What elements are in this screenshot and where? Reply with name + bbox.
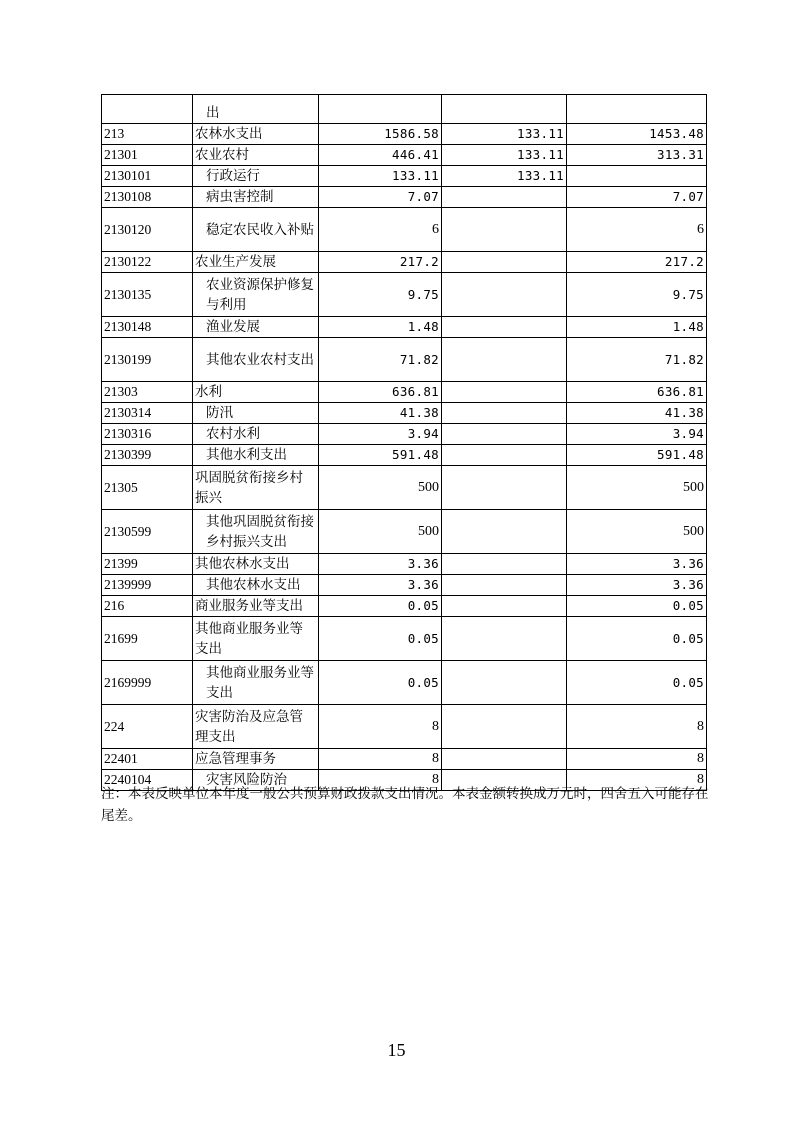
- cell-project: 8: [567, 705, 707, 749]
- cell-total: 1586.58: [319, 124, 442, 145]
- cell-project: 0.05: [567, 596, 707, 617]
- cell-total: 0.05: [319, 596, 442, 617]
- table-row: [102, 382, 707, 403]
- cell-name: 应急管理事务: [193, 749, 319, 770]
- cell-code: 2130199: [102, 338, 193, 382]
- cell-project: 500: [567, 466, 707, 510]
- cell-project: 217.2: [567, 252, 707, 273]
- cell-project: 1.48: [567, 317, 707, 338]
- cell-total: 133.11: [319, 166, 442, 187]
- table-row: [102, 252, 707, 273]
- cell-basic: [442, 575, 567, 596]
- cell-code: 21399: [102, 554, 193, 575]
- cell-total: 8: [319, 770, 442, 791]
- table-note: 注：本表反映单位本年度一般公共预算财政拨款支出情况。本表金额转换成万元时，四舍五入可能存在尾差。: [101, 786, 709, 824]
- cell-code: 216: [102, 596, 193, 617]
- cell-code: 2130108: [102, 187, 193, 208]
- cell-code: [102, 95, 193, 124]
- cell-name: 渔业发展: [193, 317, 319, 338]
- cell-project: 0.05: [567, 617, 707, 661]
- cell-name: 其他水利支出: [193, 445, 319, 466]
- table-row: [102, 338, 707, 382]
- expenditure-table: [101, 94, 707, 791]
- cell-code: 2130314: [102, 403, 193, 424]
- cell-total: 3.94: [319, 424, 442, 445]
- cell-total: 9.75: [319, 273, 442, 317]
- cell-project: 3.94: [567, 424, 707, 445]
- table-row: [102, 145, 707, 166]
- cell-basic: [442, 596, 567, 617]
- cell-name: 行政运行: [193, 166, 319, 187]
- cell-basic: [442, 95, 567, 124]
- table-row: [102, 187, 707, 208]
- table-row: [102, 596, 707, 617]
- cell-total: 7.07: [319, 187, 442, 208]
- cell-basic: [442, 466, 567, 510]
- cell-code: 2240104: [102, 770, 193, 791]
- cell-project: 8: [567, 770, 707, 791]
- table-row: [102, 749, 707, 770]
- cell-project: 8: [567, 749, 707, 770]
- cell-project: 9.75: [567, 273, 707, 317]
- cell-project: 3.36: [567, 575, 707, 596]
- cell-project: 591.48: [567, 445, 707, 466]
- cell-name: 稳定农民收入补贴: [193, 208, 319, 252]
- cell-code: 2130122: [102, 252, 193, 273]
- cell-project: 1453.48: [567, 124, 707, 145]
- table-row: [102, 208, 707, 252]
- table-row: [102, 273, 707, 317]
- cell-name: 农业生产发展: [193, 252, 319, 273]
- cell-name: 农业资源保护修复与利用: [193, 273, 319, 317]
- table-row: [102, 166, 707, 187]
- cell-total: 1.48: [319, 317, 442, 338]
- cell-total: 636.81: [319, 382, 442, 403]
- cell-code: 21301: [102, 145, 193, 166]
- cell-basic: [442, 749, 567, 770]
- cell-total: 8: [319, 705, 442, 749]
- cell-name: 其他巩固脱贫衔接乡村振兴支出: [193, 510, 319, 554]
- cell-basic: 133.11: [442, 145, 567, 166]
- cell-project: 0.05: [567, 661, 707, 705]
- table-row: [102, 617, 707, 661]
- cell-name: 巩固脱贫衔接乡村振兴: [193, 466, 319, 510]
- cell-name: 商业服务业等支出: [193, 596, 319, 617]
- cell-basic: [442, 424, 567, 445]
- table-row: [102, 466, 707, 510]
- cell-code: 2130120: [102, 208, 193, 252]
- cell-name: 水利: [193, 382, 319, 403]
- cell-code: 2139999: [102, 575, 193, 596]
- cell-code: 2130148: [102, 317, 193, 338]
- cell-basic: [442, 382, 567, 403]
- cell-total: 6: [319, 208, 442, 252]
- table-body: [102, 95, 707, 791]
- cell-code: 21305: [102, 466, 193, 510]
- cell-code: 2169999: [102, 661, 193, 705]
- table-row: [102, 403, 707, 424]
- table-row: [102, 95, 707, 124]
- cell-name: 农村水利: [193, 424, 319, 445]
- cell-total: 3.36: [319, 575, 442, 596]
- cell-name: 其他商业服务业等支出: [193, 661, 319, 705]
- cell-total: 8: [319, 749, 442, 770]
- cell-project: 3.36: [567, 554, 707, 575]
- cell-code: 213: [102, 124, 193, 145]
- cell-project: 636.81: [567, 382, 707, 403]
- cell-project: 313.31: [567, 145, 707, 166]
- cell-total: 41.38: [319, 403, 442, 424]
- cell-basic: [442, 317, 567, 338]
- cell-name: 农林水支出: [193, 124, 319, 145]
- cell-basic: 133.11: [442, 124, 567, 145]
- table-row: [102, 424, 707, 445]
- cell-project: 500: [567, 510, 707, 554]
- page-number: 15: [387, 1040, 406, 1060]
- cell-name: 灾害风险防治: [193, 770, 319, 791]
- cell-total: 71.82: [319, 338, 442, 382]
- table-row: [102, 554, 707, 575]
- cell-name: 农业农村: [193, 145, 319, 166]
- cell-project: 71.82: [567, 338, 707, 382]
- cell-name: 其他农业农村支出: [193, 338, 319, 382]
- table-row: [102, 124, 707, 145]
- cell-basic: [442, 554, 567, 575]
- table-row: [102, 510, 707, 554]
- cell-code: 21699: [102, 617, 193, 661]
- cell-total: 217.2: [319, 252, 442, 273]
- cell-project: 6: [567, 208, 707, 252]
- cell-name: 其他商业服务业等支出: [193, 617, 319, 661]
- cell-basic: [442, 705, 567, 749]
- cell-total: 0.05: [319, 617, 442, 661]
- cell-code: 21303: [102, 382, 193, 403]
- table-row: [102, 445, 707, 466]
- cell-basic: [442, 617, 567, 661]
- cell-name: 病虫害控制: [193, 187, 319, 208]
- cell-project: [567, 166, 707, 187]
- cell-code: 22401: [102, 749, 193, 770]
- table-row: [102, 705, 707, 749]
- table-row: [102, 661, 707, 705]
- cell-basic: [442, 403, 567, 424]
- cell-name: 灾害防治及应急管理支出: [193, 705, 319, 749]
- cell-name: 出: [193, 95, 319, 124]
- cell-project: [567, 95, 707, 124]
- cell-name: 其他农林水支出: [193, 575, 319, 596]
- cell-basic: [442, 273, 567, 317]
- cell-basic: [442, 661, 567, 705]
- cell-basic: [442, 252, 567, 273]
- cell-basic: 133.11: [442, 166, 567, 187]
- cell-total: 500: [319, 510, 442, 554]
- cell-name: 防汛: [193, 403, 319, 424]
- cell-name: 其他农林水支出: [193, 554, 319, 575]
- cell-project: 41.38: [567, 403, 707, 424]
- cell-code: 2130316: [102, 424, 193, 445]
- cell-basic: [442, 187, 567, 208]
- cell-basic: [442, 338, 567, 382]
- cell-total: 500: [319, 466, 442, 510]
- cell-basic: [442, 445, 567, 466]
- cell-code: 224: [102, 705, 193, 749]
- cell-total: 446.41: [319, 145, 442, 166]
- cell-code: 2130135: [102, 273, 193, 317]
- cell-total: [319, 95, 442, 124]
- cell-project: 7.07: [567, 187, 707, 208]
- table-row: [102, 317, 707, 338]
- cell-total: 0.05: [319, 661, 442, 705]
- cell-basic: [442, 208, 567, 252]
- cell-code: 2130399: [102, 445, 193, 466]
- cell-code: 2130101: [102, 166, 193, 187]
- cell-code: 2130599: [102, 510, 193, 554]
- cell-total: 591.48: [319, 445, 442, 466]
- table-row: [102, 575, 707, 596]
- cell-basic: [442, 510, 567, 554]
- cell-total: 3.36: [319, 554, 442, 575]
